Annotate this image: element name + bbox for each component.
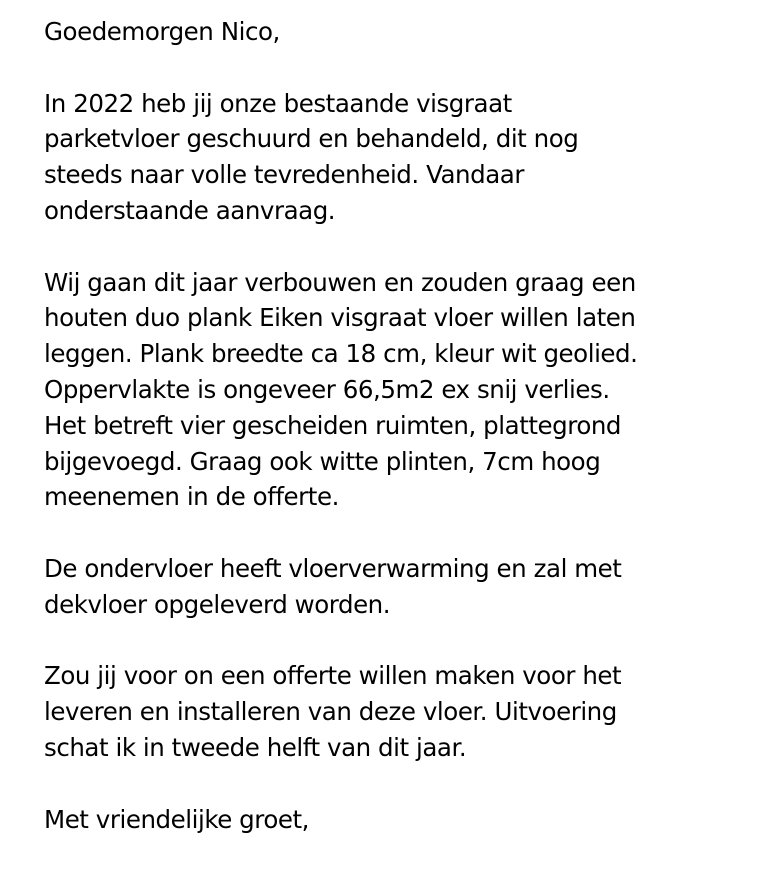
text-line: bijgevoegd. Graag ook witte plinten, 7cm hoog	[44, 446, 601, 476]
text-line: houten duo plank Eiken visgraat vloer willen laten	[44, 303, 636, 333]
text-line: Oppervlakte is ongeveer 66,5m2 ex snij verlies.	[44, 374, 610, 404]
closing-line: Met vriendelijke groet,	[44, 804, 309, 834]
text-line: Zou jij voor on een offerte willen maken voor het	[44, 661, 622, 691]
text-line: leveren en installeren van deze vloer. Uitvoering	[44, 697, 617, 727]
text-line: parketvloer geschuurd en behandeld, dit nog	[44, 124, 579, 154]
paragraph-request-details	[44, 265, 760, 516]
text-line: Het betreft vier gescheiden ruimten, plattegrond	[44, 410, 622, 440]
text-line: De ondervloer heeft vloerverwarming en zal met	[44, 553, 622, 583]
paragraph-subfloor	[44, 551, 760, 623]
text-line: dekvloer opgeleverd worden.	[44, 589, 391, 619]
text-line: Wij gaan dit jaar verbouwen en zouden graag een	[44, 267, 636, 297]
text-line: onderstaande aanvraag.	[44, 195, 336, 225]
greeting-line: Goedemorgen Nico,	[44, 17, 280, 46]
paragraph-previous-work	[44, 86, 760, 229]
text-line: leggen. Plank breedte ca 18 cm, kleur wit geolied.	[44, 339, 638, 369]
text-line: meenemen in de offerte.	[44, 482, 339, 512]
letter-body	[44, 14, 760, 873]
text-line: schat ik in tweede helft van dit jaar.	[44, 732, 467, 762]
text-line: In 2022 heb jij onze bestaande visgraat	[44, 88, 512, 118]
paragraph-quote-request	[44, 658, 760, 765]
text-line: steeds naar volle tevredenheid. Vandaar	[44, 160, 524, 190]
closing	[44, 802, 760, 838]
greeting	[44, 14, 760, 50]
